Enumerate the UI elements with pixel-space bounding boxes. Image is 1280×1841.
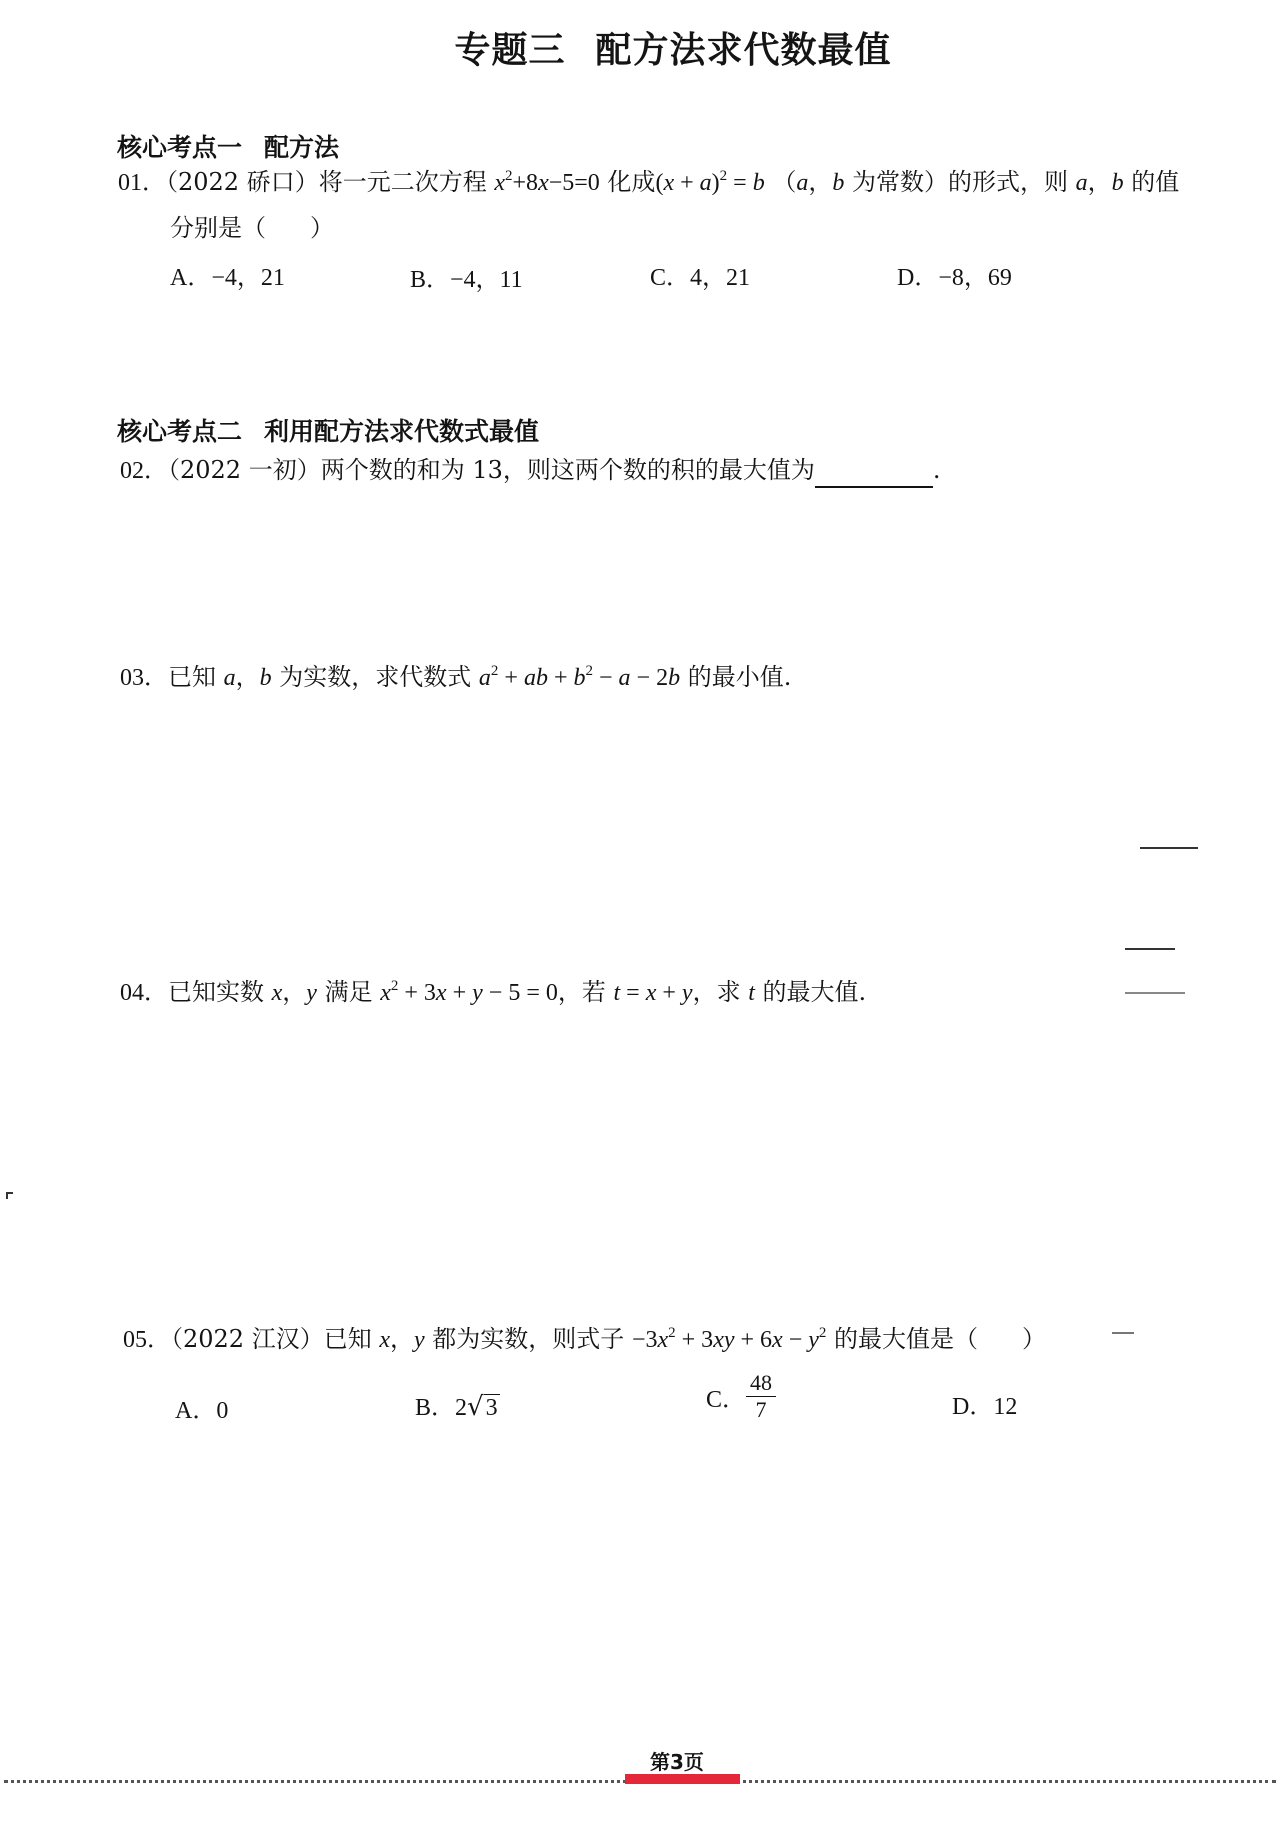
section-heading-1 bbox=[117, 128, 339, 164]
option-a: A．0 bbox=[175, 1398, 229, 1424]
question-03: 03．已知 a，b 为实数，求代数式 $a^2$ + ab + $b^2 - a - 2b$ 的最小值. bbox=[120, 663, 792, 691]
question-01-line-2: 分别是（ ） bbox=[170, 214, 334, 242]
section-topic: 配方法 bbox=[264, 133, 340, 162]
sqrt-expression bbox=[467, 1392, 500, 1422]
scan-artifact bbox=[1112, 1332, 1134, 1334]
option-c: C． $\frac{48}{7}$ bbox=[706, 1370, 776, 1423]
page-number: 第3页 bbox=[650, 1750, 704, 1774]
question-01: 01．（2022 硚口）将一元二次方程 $x^2+8x-5=0$ 化成$(x + a)^2 = b$ （a，b 为常数）的形式，则 a，b 的值 bbox=[118, 168, 1180, 196]
option-d: D．12 bbox=[952, 1394, 1018, 1420]
option-a: A．−4，21 bbox=[170, 265, 285, 291]
question-04: 04．已知实数 x，y 满足 $x^2 + 3x + y - 5 = 0$，若 t = x + y，求 t 的最大值. bbox=[120, 978, 867, 1006]
option-b: B．2√3 bbox=[415, 1392, 498, 1422]
fraction bbox=[746, 1370, 776, 1423]
fraction-denominator: 7 bbox=[755, 1397, 767, 1422]
option-c: C．4，21 bbox=[650, 265, 751, 291]
section-label: 核心考点一 bbox=[117, 133, 243, 162]
question-number: 04． bbox=[120, 980, 168, 1006]
question-02: 02．（2022 一初）两个数的和为 13，则这两个数的积的最大值为 . bbox=[120, 453, 941, 488]
question-source: （2022 江汉） bbox=[171, 1325, 324, 1353]
title-topic-number: 专题三 bbox=[454, 29, 566, 71]
section-label: 核心考点二 bbox=[117, 417, 243, 446]
question-number: 02． bbox=[120, 458, 168, 484]
sqrt-coefficient: 2 bbox=[455, 1395, 468, 1421]
question-number: 01． bbox=[118, 170, 166, 196]
fraction-numerator: 48 bbox=[746, 1370, 776, 1397]
section-topic: 利用配方法求代数式最值 bbox=[264, 417, 540, 446]
option-b: B．−4，11 bbox=[410, 267, 523, 293]
question-source: （2022 硚口） bbox=[166, 168, 319, 196]
title-topic-name: 配方法求代数最值 bbox=[595, 29, 892, 71]
sqrt-icon: √ bbox=[467, 1392, 484, 1422]
scan-artifact bbox=[1125, 948, 1175, 950]
question-number: 05． bbox=[123, 1327, 171, 1353]
option-d: D．−8，69 bbox=[897, 265, 1012, 291]
page-title bbox=[0, 22, 1280, 73]
answer-blank[interactable] bbox=[815, 462, 933, 488]
question-05: 05．（2022 江汉）已知 x，y 都为实数，则式子 $-3x^2 + 3xy + 6x - y^2$ 的最大值是（ ） bbox=[123, 1325, 1047, 1353]
footer-accent-bar bbox=[625, 1774, 740, 1784]
scan-artifact bbox=[1140, 847, 1198, 849]
section-heading-2 bbox=[117, 412, 539, 448]
scan-artifact bbox=[6, 1192, 8, 1199]
question-number: 03． bbox=[120, 665, 168, 691]
scan-artifact bbox=[1125, 992, 1185, 994]
question-source: （2022 一初） bbox=[168, 456, 321, 484]
sqrt-radicand: 3 bbox=[485, 1395, 498, 1421]
